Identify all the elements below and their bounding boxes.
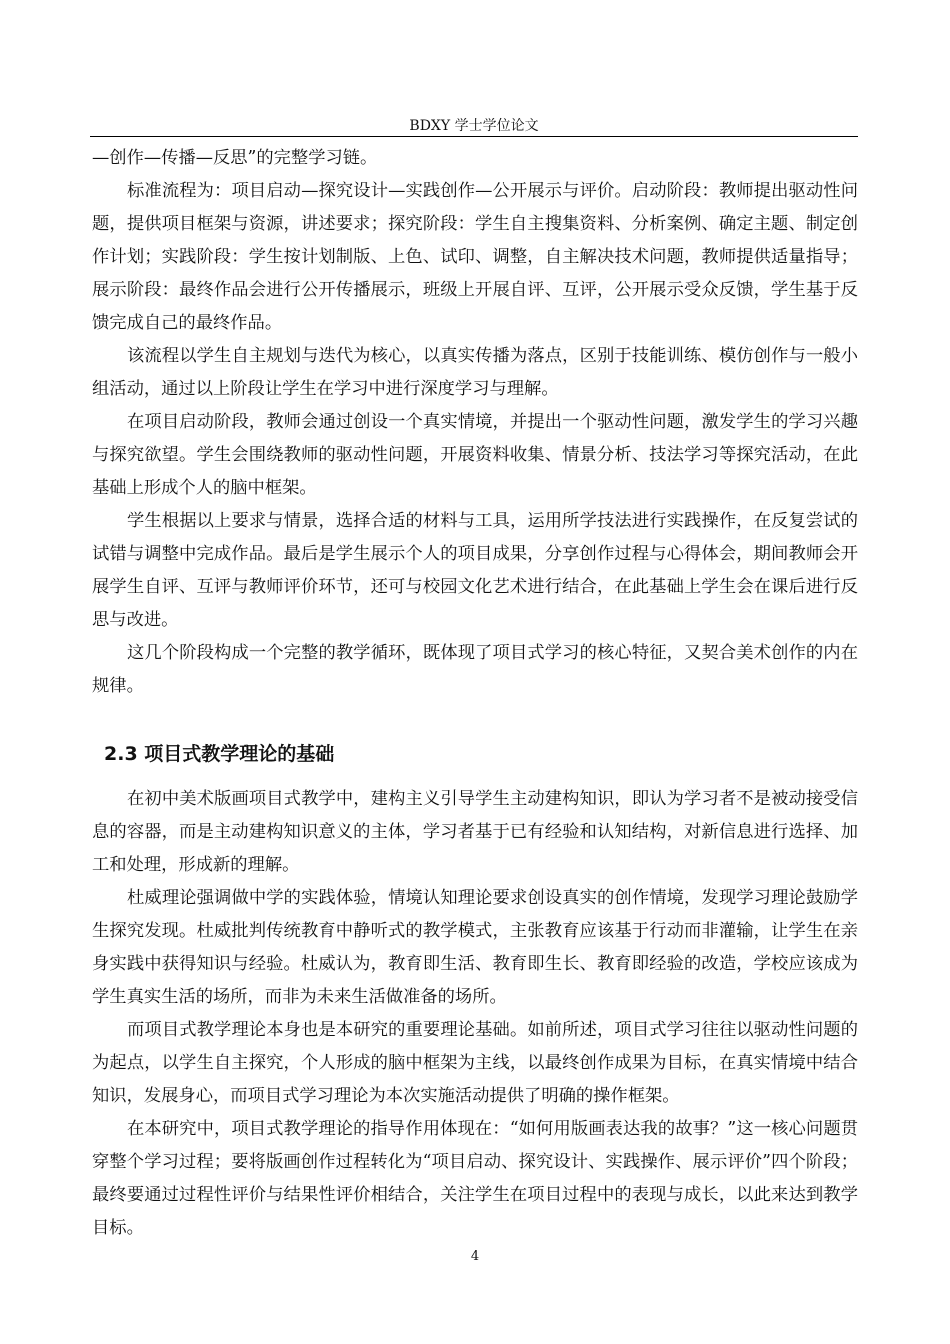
page-number: 4 [470, 1249, 480, 1264]
body-text [92, 142, 858, 1245]
running-header: BDXY 学士学位论文 [409, 118, 539, 134]
paragraph: 杜威理论强调做中学的实践体验，情境认知理论要求创设真实的创作情境，发现学习理论鼓励学生探究发现。杜威批判传统教育中静听式的教学模式，主张教育应该基于行动而非灌输，让学生在亲身实践中获得知识与经验。杜威认为，教育即生活、教育即生长、教育即经验的改造，学校应该成为学生真实生活的场所，而非为未来生活做准备的场所。 [92, 888, 858, 1007]
header-rule [90, 136, 858, 137]
paragraph-continuation: —创作—传播—反思”的完整学习链。 [92, 148, 378, 168]
paragraph: 而项目式教学理论本身也是本研究的重要理论基础。如前所述，项目式学习往往以驱动性问题的为起点，以学生自主探究，个人形成的脑中框架为主线，以最终创作成果为目标，在真实情境中结合知识，发展身心，而项目式学习理论为本次实施活动提供了明确的操作框架。 [92, 1020, 858, 1106]
paragraph: 该流程以学生自主规划与迭代为核心，以真实传播为落点，区别于技能训练、模仿创作与一般小组活动，通过以上阶段让学生在学习中进行深度学习与理解。 [92, 346, 858, 399]
section-heading: 2.3 项目式教学理论的基础 [104, 743, 335, 765]
paragraph: 在项目启动阶段，教师会通过创设一个真实情境，并提出一个驱动性问题，激发学生的学习兴趣与探究欲望。学生会围绕教师的驱动性问题，开展资料收集、情景分析、技法学习等探究活动，在此基础上形成个人的脑中框架。 [92, 412, 858, 498]
paragraph: 这几个阶段构成一个完整的教学循环，既体现了项目式学习的核心特征，又契合美术创作的内在规律。 [92, 643, 858, 696]
paragraph: 标准流程为：项目启动—探究设计—实践创作—公开展示与评价。启动阶段：教师提出驱动性问题，提供项目框架与资源，讲述要求；探究阶段：学生自主搜集资料、分析案例、确定主题、制定创作计划；实践阶段：学生按计划制版、上色、试印、调整，自主解决技术问题，教师提供适量指导；展示阶段：最终作品会进行公开传播展示，班级上开展自评、互评，公开展示受众反馈，学生基于反馈完成自己的最终作品。 [92, 181, 858, 333]
paragraph: 在初中美术版画项目式教学中，建构主义引导学生主动建构知识，即认为学习者不是被动接受信息的容器，而是主动建构知识意义的主体，学习者基于已有经验和认知结构，对新信息进行选择、加工和处理，形成新的理解。 [92, 789, 858, 875]
paragraph: 在本研究中，项目式教学理论的指导作用体现在：“如何用版画表达我的故事？”这一核心问题贯穿整个学习过程；要将版画创作过程转化为“项目启动、探究设计、实践操作、展示评价”四个阶段；最终要通过过程性评价与结果性评价相结合，关注学生在项目过程中的表现与成长，以此来达到教学目标。 [92, 1119, 858, 1238]
paragraph: 学生根据以上要求与情景，选择合适的材料与工具，运用所学技法进行实践操作，在反复尝试的试错与调整中完成作品。最后是学生展示个人的项目成果，分享创作过程与心得体会，期间教师会开展学生自评、互评与教师评价环节，还可与校园文化艺术进行结合，在此基础上学生会在课后进行反思与改进。 [92, 511, 858, 630]
